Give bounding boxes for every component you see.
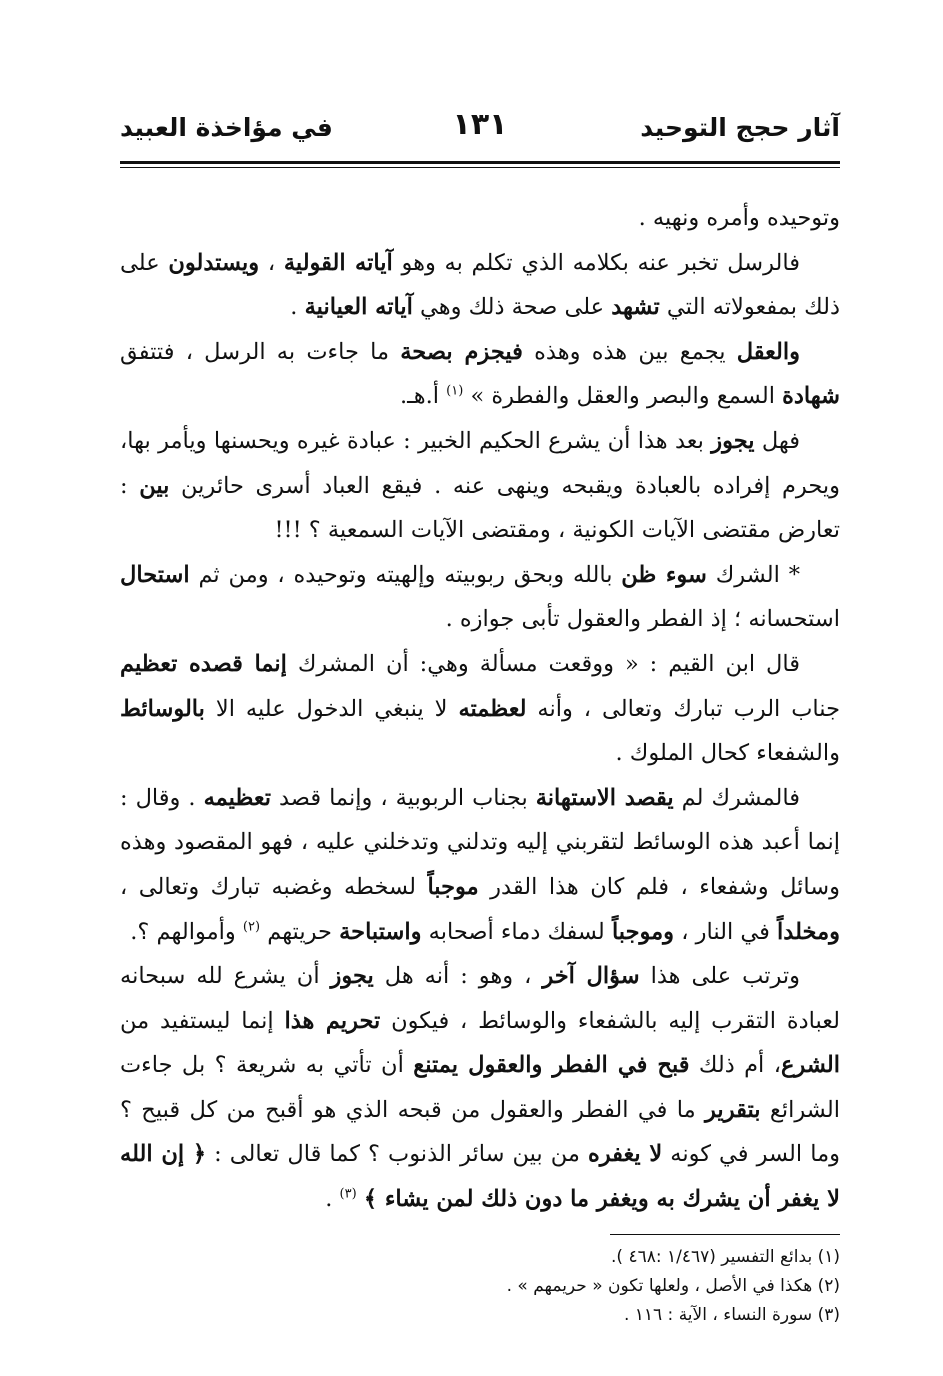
text-run: فالمشرك لم	[673, 784, 801, 811]
text-run: أ.هـ.	[400, 383, 447, 410]
text-run: ، وهو : أنه هل	[373, 963, 543, 990]
bold-text: بالوسائط	[120, 695, 205, 722]
text-run: لا ينبغي الدخول عليه الا	[204, 695, 459, 722]
bold-text: تحريم هذا	[284, 1007, 381, 1034]
bold-text: آياته القولية	[283, 249, 393, 276]
bold-text: بين	[139, 472, 170, 499]
bold-text: ويستدلون	[168, 249, 260, 276]
text-run: : تعارض مقتضى الآيات الكونية ، ومقتضى الآيات السمعية ؟ !!!	[120, 472, 840, 544]
bold-text: تشهد	[611, 294, 660, 321]
bold-text: واستباحة	[339, 918, 422, 945]
bold-text: تعظيمه	[203, 784, 271, 811]
bold-text: يقصد الاستهانة	[535, 784, 674, 811]
text-run: بجناب الربوبية ، وإنما قصد	[271, 784, 536, 811]
bold-text: ﴿ إن الله لا يغفر أن يشرك به ويغفر ما دون ذلك لمن يشاء ﴾	[120, 1141, 840, 1213]
text-run: وتوحيده وأمره ونهيه .	[638, 205, 840, 231]
text-run: .	[290, 294, 305, 321]
bold-text: فيجزم بصحة	[400, 338, 523, 365]
paragraph	[120, 241, 840, 330]
paragraph	[120, 419, 840, 553]
text-run: يجمع بين هذه وهذه	[522, 338, 737, 365]
text-run: ما جاءت به الرسل ، فتتفق	[120, 338, 401, 365]
paragraph	[120, 954, 840, 1222]
paragraph	[120, 553, 840, 642]
footnotes	[120, 1243, 840, 1330]
footnote-1: (١) بدائع التفسير (١/٤٦٧ :٤٦٨ ).	[611, 1246, 840, 1267]
text-run: قال ابن القيم : « ووقعت مسألة وهي: أن المشرك	[286, 650, 800, 677]
text-run: من بين سائر الذنوب ؟ كما قال تعالى :	[206, 1141, 588, 1168]
paragraph	[120, 330, 840, 419]
text-run: جناب الرب تبارك وتعالى ، وأنه	[526, 695, 840, 722]
bold-text: لا يغفره	[587, 1141, 663, 1168]
bold-text: إنما قصده تعظيم	[120, 650, 287, 677]
bold-text: آياته العيانية	[304, 294, 413, 321]
text-run: السمع والبصر والعقل والفطرة »	[463, 383, 783, 410]
footnote-marker: (٢)	[242, 919, 261, 934]
bold-text: وموجباً	[611, 918, 675, 945]
text-run: بعد هذا أن يشرع الحكيم الخبير : عبادة غيره ويحسنها ويأمر بها، ويحرم إفراده بالعبادة ويقبحه وينهى عنه . فيقع العباد أسرى حائرين	[120, 427, 840, 499]
text-run: ما في الفطر والعقول من قبحه الذي هو أقبح من كل قبيح ؟ وما السر في كونه	[120, 1096, 840, 1168]
footnote-3: (٣) سورة النساء ، الآية : ١١٦ .	[623, 1304, 840, 1325]
text-run: حريتهم	[260, 918, 340, 945]
bold-text: قبح في الفطر والعقول يمتنع	[413, 1052, 690, 1079]
text-run: وترتب على هذا	[639, 963, 801, 990]
bold-text: سوء ظن	[621, 561, 707, 588]
bold-text: والعقل	[736, 338, 801, 365]
text-run: في النار ،	[674, 918, 778, 945]
running-header	[120, 105, 840, 157]
bold-text: لعظمته	[458, 695, 527, 722]
paragraph	[120, 196, 840, 241]
bold-text: الشرع	[780, 1052, 841, 1079]
text-run: على ذلك بمفعولاته التي	[120, 249, 840, 321]
text-run: . وقال : إنما أعبد هذه الوسائط لتقربني إليه وتدلني وتدخلني عليه ، فهو المقصود وهذه وسائل وشفعاء ، فلم كان هذا القدر	[120, 784, 841, 900]
body-text	[120, 196, 840, 1222]
bold-text: بتقرير	[705, 1096, 761, 1123]
text-run	[357, 1186, 364, 1212]
text-run: والشفعاء كحال الملوك .	[615, 740, 840, 767]
text-run: لسفك دماء أصحابه	[421, 918, 612, 945]
footnote-2: (٢) هكذا في الأصل ، ولعلها تكون « حريمهم » .	[506, 1275, 840, 1296]
footnote-marker: (٣)	[339, 1186, 357, 1202]
text-run: ،	[259, 249, 284, 276]
bold-text: استحال	[120, 561, 190, 588]
text-run: إنما ليستفيد من	[120, 1007, 285, 1034]
header-section-title: في مؤاخذة العبيد	[120, 113, 333, 142]
paragraph	[120, 642, 840, 776]
text-run: أن يشرع لله سبحانه لعبادة التقرب إليه بالشفعاء والوسائط ، فيكون	[120, 963, 840, 1034]
bold-text: ومخلداً	[777, 918, 840, 945]
bold-text: يجوز	[330, 963, 374, 990]
text-run: على صحة ذلك وهي	[412, 294, 612, 321]
text-run: فهل	[754, 427, 801, 454]
bold-text: شهادة	[782, 383, 840, 410]
text-run: لسخطه وغضبه تبارك وتعالى ،	[120, 873, 428, 900]
text-run: وأموالهم ؟.	[130, 918, 243, 945]
footnote-marker: (١)	[446, 383, 464, 399]
text-run: أن تأتي به شريعة ؟ بل جاءت الشرائع	[120, 1052, 840, 1123]
document-page	[120, 105, 840, 1330]
header-rule-thin	[120, 167, 840, 168]
header-rule-thick	[120, 161, 840, 164]
page-number: ١٣١	[452, 107, 508, 142]
paragraph	[120, 776, 840, 954]
text-run: فالرسل تخبر عنه بكلامه الذي تكلم به وهو	[392, 249, 800, 276]
header-book-title: آثار حجج التوحيد	[640, 113, 840, 142]
text-run: استحسانه ؛ إذ الفطر والعقول تأبى جوازه .	[445, 606, 840, 633]
bold-text: سؤال آخر	[542, 963, 640, 990]
footnote-separator	[610, 1234, 840, 1235]
text-run: .	[325, 1186, 340, 1213]
text-run: بالله وبحق ربوبيته وإلهيته وتوحيده ، ومن ثم	[189, 561, 622, 588]
text-run: * الشرك	[706, 561, 800, 588]
text-run: ، أم ذلك	[689, 1052, 781, 1079]
bold-text: موجباً	[427, 873, 479, 900]
bold-text: يجوز	[711, 427, 755, 454]
